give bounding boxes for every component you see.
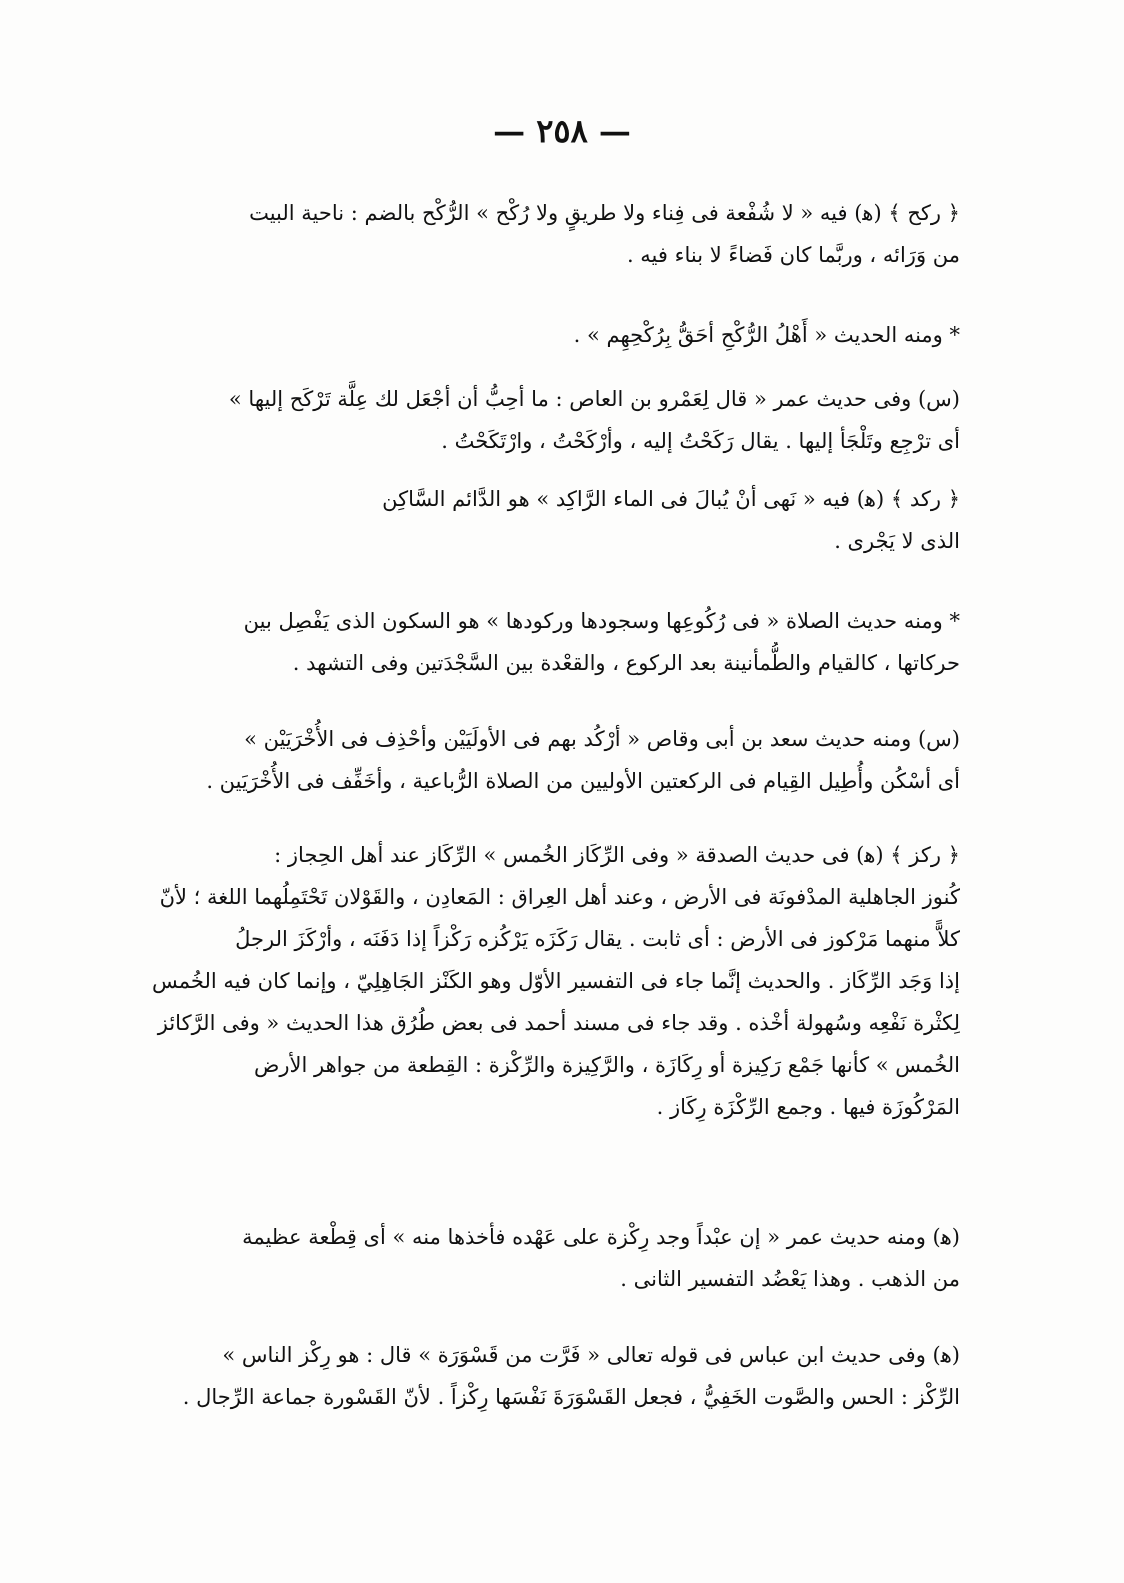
page-number: — ٢٥٨ — xyxy=(493,112,631,150)
entry-rikaz-umar xyxy=(148,1216,960,1300)
entry-rakh xyxy=(148,192,960,276)
text-line: * ومنه حديث الصلاة « فى رُكُوعِها وسجودها وركودها » هو السكون الذى يَفْصِل بين xyxy=(243,609,960,633)
text-line: كلاًّ منهما مَرْكوز فى الأرض : أى ثابت . يقال رَكَزَه يَرْكُزه رَكْزاً إذا دَفَنَه ، وأرْكَزَ الرجلُ xyxy=(235,927,960,951)
entry-rakh-hadith xyxy=(148,314,960,356)
text-line: الخُمس » كأنها جَمْع رَكِيزة أو رِكَازَة ، والرَّكِيزة والرِّكْزة : القِطعة من جواهر الأرض xyxy=(253,1053,960,1077)
text-line: من الذهب . وهذا يَعْضُد التفسير الثانى . xyxy=(620,1267,960,1291)
text-line: الرِّكْز : الحس والصَّوت الخَفِيُّ ، فجعل القَسْوَرَةَ نَفْسَها رِكْزاً . لأنّ القَسْورة جماعة الرِّجال . xyxy=(182,1385,960,1409)
text-line: حركاتها ، كالقيام والطُّمأنينة بعد الركوع ، والقعْدة بين السَّجْدَتين وفى التشهد . xyxy=(292,651,960,675)
entry-rikaz xyxy=(148,834,960,1128)
text-line: ﴿ ركح ﴾ (ﻫ) فيه « لا شُفْعة فى فِناء ولا طريقٍ ولا رُكْح » الرُّكْح بالضم : ناحية البيت xyxy=(249,201,960,225)
text-line: (ﻫ) ومنه حديث عمر « إن عبْداً وجد رِكْزة على عَهْده فأخذها منه » أى قِطْعة عظيمة xyxy=(242,1225,960,1249)
entry-rakd xyxy=(148,478,960,562)
text-line: إذا وَجَد الرِّكَاز . والحديث إنَّما جاء فى التفسير الأوّل وهو الكَنْز الجَاهِلِيّ ، وإنما كان فيه الخُمس xyxy=(152,969,960,993)
text-line: لِكثْرة نَفْعِه وسُهولة أخْذه . وقد جاء فى مسند أحمد فى بعض طُرُق هذا الحديث « وفى الرَّكائز xyxy=(157,1011,960,1035)
text-line: أى أسْكُن وأُطِيل القِيام فى الركعتين الأوليين من الصلاة الرُّباعية ، وأخَفِّف فى الأُخْرَيَين . xyxy=(206,769,960,793)
text-line: كُنوز الجاهلية المدْفونَة فى الأرض ، وعند أهل العِراق : المَعادِن ، والقَوْلان تَحْتَمِلُهما اللغة ؛ لأنّ xyxy=(159,885,960,909)
text-line: (س) وفى حديث عمر « قال لِعَمْرو بن العاص : ما أحِبُّ أن أجْعَل لك عِلَّة تَرْكَح إليها » xyxy=(228,387,960,411)
text-line: المَرْكُوزَة فيها . وجمع الرِّكْزَة رِكَاز . xyxy=(656,1095,960,1119)
text-line: (ﻫ) وفى حديث ابن عباس فى قوله تعالى « فَرَّت من قَسْوَرَة » قال : هو رِكْز الناس » xyxy=(222,1343,960,1367)
text-line: ﴿ ركد ﴾ (ﻫ) فيه « نَهى أنْ يُبالَ فى الماء الرَّاكِد » هو الدَّائم السَّاكِن xyxy=(382,487,960,511)
entry-rakd-saad xyxy=(148,718,960,802)
text-line: الذى لا يَجْرى . xyxy=(834,529,960,553)
text-line: أى ترْجِع وتَلْجَأ إليها . يقال رَكَحْتُ إليه ، وأرْكَحْتُ ، وارْتَكَحْتُ . xyxy=(441,429,960,453)
entry-rikaz-ibn-abbas xyxy=(148,1334,960,1418)
entry-rakh-umar xyxy=(148,378,960,462)
entry-rakd-salat xyxy=(148,600,960,684)
text-line: ﴿ ركز ﴾ (ﻫ) فى حديث الصدقة « وفى الرِّكَاز الخُمس » الرِّكَاز عند أهل الحِجاز : xyxy=(274,843,960,867)
text-line: (س) ومنه حديث سعد بن أبى وقاص « أرْكُد بهم فى الأولَيَيْن وأحْذِف فى الأُخْرَيَيْن » xyxy=(244,727,960,751)
text-line: من وَرَائه ، وربَّما كان فَضاءً لا بناء فيه . xyxy=(626,243,960,267)
text-line: * ومنه الحديث « أَهْلُ الرُّكْحِ أحَقُّ بِرُكْحِهِم » . xyxy=(573,323,960,347)
